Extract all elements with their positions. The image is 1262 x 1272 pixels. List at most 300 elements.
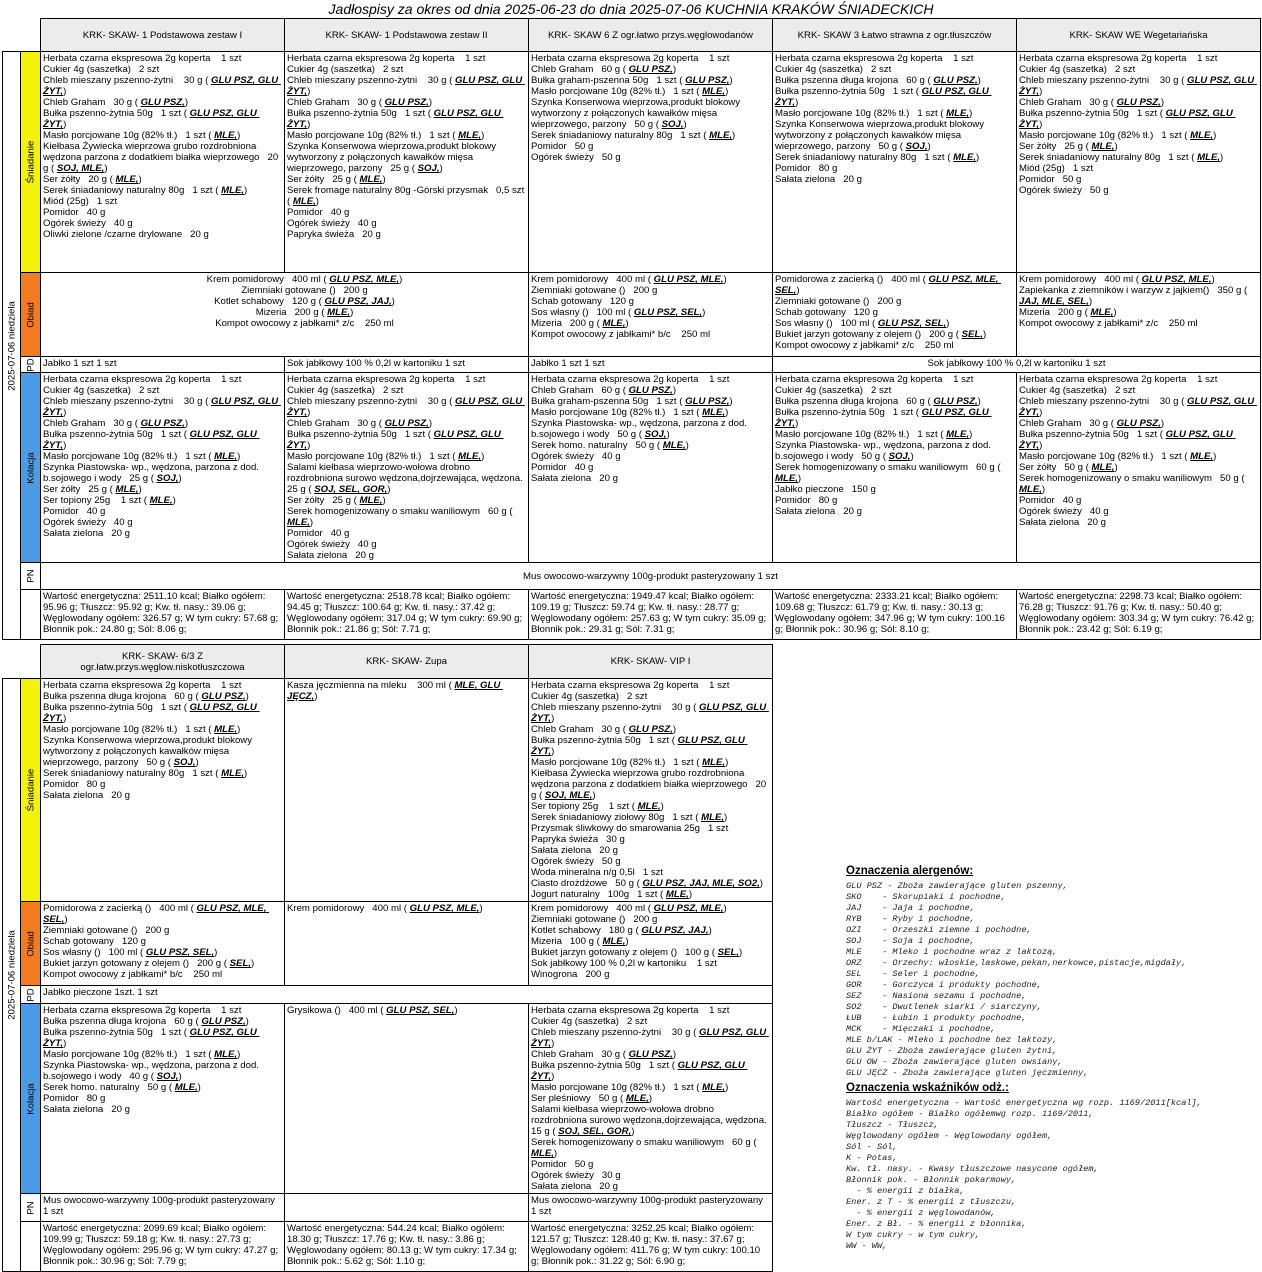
menu-item: Masło porcjowane 10g (82% tł.) 1 szt ( MLE,) <box>43 130 241 141</box>
legend-entry: Błonnik pok. - Błonnik pokarmowy, <box>846 1175 1017 1185</box>
menu-item: Chleb mieszany pszenno-żytni 30 g ( GLU PSZ, GLU ŻYT,) <box>43 75 281 97</box>
allergen-codes: GLU PSZ, <box>140 97 185 108</box>
menu-item: Kasza jęczmienna na mleku 300 ml ( MLE, GLU JĘCZ,) <box>287 680 503 702</box>
allergen-codes: GLU PSZ, GLU ŻYT, <box>531 735 748 757</box>
menu-cell <box>41 1004 285 1194</box>
menu-cell <box>529 1004 773 1194</box>
allergen-codes: GLU PSZ, JAJ, <box>641 925 709 936</box>
allergen-codes: GLU PSZ, MLE, <box>329 274 400 285</box>
menu-cell <box>1017 373 1261 563</box>
allergen-codes: MLE, <box>953 152 977 163</box>
menu-item: Herbata czarna ekspresowa 2g koperta 1 szt <box>43 680 242 691</box>
allergen-codes: MLE, <box>287 517 310 528</box>
legend-entry: GLU JĘCZ - Zboża zawierające gluten jęczmienny, <box>846 1068 1089 1078</box>
menu-item: Herbata czarna ekspresowa 2g koperta 1 szt <box>287 53 486 64</box>
menu-item: Bułka pszenno-żytnia 50g 1 szt ( GLU PSZ, GLU ŻYT,) <box>43 702 260 724</box>
legend <box>846 866 1260 1252</box>
allergen-codes: SOJ, <box>417 163 440 174</box>
allergen-codes: GLU PSZ, <box>628 1049 673 1060</box>
menu-item: Krem pomidorowy 400 ml ( GLU PSZ, MLE,) <box>287 903 483 914</box>
menu-item: Serek homo. naturalny 50 g ( MLE,) <box>43 1082 201 1093</box>
menu-item: Serek śniadaniowy naturalny 80g 1 szt ( MLE,) <box>531 130 736 141</box>
allergen-codes: MLE, <box>221 768 245 779</box>
legend-entry: ORZ - Orzechy: włoskie,laskowe,pekan,nerkowce,pistacje,migdały, <box>846 958 1187 968</box>
allergen-codes: GLU PSZ, <box>201 691 246 702</box>
pd-row <box>3 986 773 1004</box>
menu-item: Zapiekanka z ziemników i warzyw z jajkiem() 350 g ( JAJ, MLE, SEL,) <box>1019 285 1250 307</box>
menu-item: Pomidorowa z zacierką () 400 ml ( GLU PSZ, MLE, SEL,) <box>775 274 1002 296</box>
allergen-codes: GLU PSZ, GLU ŻYT, <box>531 702 769 724</box>
allergen-codes: GLU PSZ, GLU ŻYT, <box>43 429 260 451</box>
diet-header: KRK- SKAW- VIP I <box>529 645 773 679</box>
menu-item: Bułka pszenna długa krojona 60 g ( GLU PSZ,) <box>43 691 249 702</box>
menu-item: Sałata zielona 20 g <box>43 1104 130 1115</box>
menu-item: Bułka pszenna długa krojona 60 g ( GLU PSZ,) <box>43 1016 249 1027</box>
allergen-codes: MLE, <box>458 130 482 141</box>
legend-entry: RYB - Ryby i pochodne, <box>846 914 975 924</box>
menu-item: Herbata czarna ekspresowa 2g koperta 1 szt <box>43 1005 242 1016</box>
allergen-codes: SOJ, <box>644 429 667 440</box>
legend-entry: Kw. tł. nasy. - Kwasy tłuszczowe nasycone ogółem, <box>846 1164 1099 1174</box>
allergen-codes: MLE, <box>602 936 626 947</box>
allergen-codes: SOJ, SEL, GOR, <box>314 484 388 495</box>
menu-item: Herbata czarna ekspresowa 2g koperta 1 szt <box>1019 53 1218 64</box>
legend-entry: W tym cukry - w tym cukry, <box>846 1230 981 1240</box>
allergens-list <box>846 881 1260 1079</box>
menu-item: Ser żółty 25 g ( MLE,) <box>1019 141 1118 152</box>
allergen-codes: SOJ, <box>173 757 196 768</box>
menu-item: Krem pomidorowy 400 ml ( GLU PSZ, MLE,) <box>531 903 727 914</box>
menu-item: Bułka pszenno-żytnia 50g 1 szt ( GLU PSZ, GLU ŻYT,) <box>43 1027 260 1049</box>
menu-item: Sałata zielona 20 g <box>43 528 130 539</box>
menu-cell <box>41 373 285 563</box>
date-cell <box>3 52 21 640</box>
nutrition-cell: Wartość energetyczna: 2333.21 kcal; Białko ogółem: 109.68 g; Tłuszcz: 61.79 g; Kw. tł. nasy.: 30.13 g; Węglowodany ogółem: 347.96 g; W tym cukry: 100.16 g; Błonnik pok.: 30.96 g; Sól: 8.10 g; <box>773 590 1017 640</box>
nutrition-cell: Wartość energetyczna: 2511.10 kcal; Białko ogółem: 95.96 g; Tłuszcz: 95.92 g; Kw. tł. nasy.: 39.06 g; Węglowodany ogółem: 326.57 g; W tym cukry: 57.68 g; Błonnik pok.: 24.80 g; Sól: 8.06 g; <box>41 590 285 640</box>
menu-item: Masło porcjowane 10g (82% tł.) 1 szt ( MLE,) <box>1019 130 1217 141</box>
menu-item: Bułka pszenna długa krojona 60 g ( GLU PSZ,) <box>775 75 981 86</box>
legend-entry: SEZ - Nasiona sezamu i pochodne, <box>846 991 1027 1001</box>
allergen-codes: MLE, <box>665 889 689 900</box>
menu-item: Szynka Konserwowa wieprzowa,produkt blokowy wytworzony z połączonych kawałków mięsa wieprzowego, parzony 50 g ( SOJ,) <box>43 735 255 768</box>
meal-label-sniadanie: Śniadanie <box>21 52 41 273</box>
menu-cell <box>529 679 773 902</box>
allergen-codes: GLU PSZ, SEL, <box>145 947 215 958</box>
allergen-codes: MLE, <box>458 451 482 462</box>
allergen-codes: GLU PSZ, <box>201 1016 246 1027</box>
legend-entry: ŁUB - Łubin i produkty pochodne, <box>846 1013 1027 1023</box>
legend-entry: Ener. z T - % energii z tłuszczu, <box>846 1197 1017 1207</box>
menu-item: Ogórek świeży 50 g <box>531 856 621 867</box>
allergen-codes: MLE, <box>602 318 626 329</box>
menu-item: Bukiet jarzyn gotowany z olejem () 100 g ( SEL,) <box>531 947 743 958</box>
allergen-codes: GLU PSZ, GLU ŻYT, <box>775 86 992 108</box>
allergen-codes: GLU PSZ, GLU ŻYT, <box>775 407 992 429</box>
allergen-codes: GLU PSZ, <box>1116 97 1161 108</box>
legend-entry: GLU PSZ - Zboża zawierające gluten pszenny, <box>846 881 1068 891</box>
menu-item: Pomidor 40 g <box>287 528 350 539</box>
allergen-codes: MLE, <box>701 812 725 823</box>
menu-cell <box>41 273 529 357</box>
nutrition-cell: Wartość energetyczna: 2518.78 kcal; Białko ogółem: 94.45 g; Tłuszcz: 100.64 g; Kw. tł. nasy.: 37.42 g; Węglowodany ogółem: 317.04 g; W tym cukry: 69.90 g; Błonnik pok.: 21.86 g; Sól: 7.71 g; <box>285 590 529 640</box>
menu-item: Chleb Graham 30 g ( GLU PSZ,) <box>287 97 433 108</box>
menu-cell <box>285 373 529 563</box>
menu-item: Masło porcjowane 10g (82% tł.) 1 szt ( MLE,) <box>775 429 973 440</box>
menu-item: Herbata czarna ekspresowa 2g koperta 1 szt <box>287 374 486 385</box>
meal-label-pd: PD <box>21 357 41 373</box>
menu-item: Papryka świeża 30 g <box>531 834 625 845</box>
menu-item: Ser żółty 20 g ( MLE,) <box>43 174 142 185</box>
allergen-codes: MLE, <box>174 1082 198 1093</box>
allergen-codes: GLU PSZ, GLU ŻYT, <box>1019 108 1236 130</box>
menu-table-bottom <box>2 644 773 1272</box>
allergen-codes: MLE, <box>1090 307 1114 318</box>
meal-label-empty <box>21 590 41 640</box>
menu-item: Sałata zielona 20 g <box>531 845 618 856</box>
allergen-codes: MLE, <box>214 1049 238 1060</box>
menu-item: Ogórek świeży 40 g <box>531 451 621 462</box>
menu-item: Sałata zielona 20 g <box>531 473 618 484</box>
menu-item: Sałata zielona 20 g <box>43 790 130 801</box>
nutrition-row <box>3 590 1261 640</box>
menu-item: Ogórek świeży 40 g <box>43 517 133 528</box>
allergen-codes: MLE, <box>359 174 383 185</box>
menu-item: Herbata czarna ekspresowa 2g koperta 1 szt <box>43 53 242 64</box>
allergen-codes: GLU PSZ, <box>933 396 978 407</box>
menu-item: Winogrona 200 g <box>531 969 610 980</box>
menu-item: Mizeria 100 g ( MLE,) <box>531 936 629 947</box>
menu-item: Ziemniaki gotowane () 200 g <box>775 296 902 307</box>
allergen-codes: GLU PSZ, GLU ŻYT, <box>43 1027 260 1049</box>
header-row <box>3 645 773 679</box>
legend-entry: SO2 - Dwutlenek siarki / siarczyny, <box>846 1002 1042 1012</box>
menu-item: Serek fromage naturalny 80g -Górski przysmak 0,5 szt ( MLE,) <box>287 185 527 207</box>
menu-cell <box>41 679 285 902</box>
menu-cell <box>1017 273 1261 357</box>
sniadanie-row <box>3 679 773 902</box>
menu-item: Schab gotowany 120 g <box>43 936 146 947</box>
menu-item: Chleb mieszany pszenno-żytni 30 g ( GLU PSZ, GLU ŻYT,) <box>287 75 525 97</box>
menu-cell: Sok jabłkowy 100 % 0,2l w kartoniku 1 szt <box>773 357 1261 373</box>
menu-item: Mizeria 200 g ( MLE,) <box>255 307 354 318</box>
allergen-codes: MLE, <box>1091 141 1115 152</box>
menu-item: Serek śniadaniowy ziołowy 80g 1 szt ( MLE,) <box>531 812 728 823</box>
menu-item: Szynka Piastowska- wp., wędzona, parzona z dod. b.sojowego i wody 40 g ( SOJ,) <box>43 1060 262 1082</box>
menu-item: Kotlet schabowy 180 g ( GLU PSZ, JAJ,) <box>531 925 712 936</box>
allergen-codes: GLU PSZ, MLE, SEL, <box>43 903 270 925</box>
menu-item: Schab gotowany 120 g <box>531 296 634 307</box>
menu-cell <box>285 902 529 986</box>
allergen-codes: SOJ, MLE, <box>544 790 593 801</box>
allergen-codes: SOJ, <box>661 119 684 130</box>
diet-header: KRK- SKAW- 1 Podstawowa zestaw II <box>285 19 529 52</box>
legend-entry: K - Potas, <box>846 1153 898 1163</box>
menu-item: Chleb Graham 30 g ( GLU PSZ,) <box>1019 97 1165 108</box>
allergen-codes: GLU PSZ, <box>628 385 673 396</box>
allergen-codes: SOJ, <box>156 1071 179 1082</box>
allergen-codes: MLE, <box>531 1148 554 1159</box>
menu-item: Masło porcjowane 10g (82% tł.) 1 szt ( MLE,) <box>531 1082 729 1093</box>
diet-header: KRK- SKAW WE Wegetariańska <box>1017 19 1261 52</box>
menu-item: Bułka pszenno-żytnia 50g 1 szt ( GLU PSZ, GLU ŻYT,) <box>287 429 504 451</box>
menu-item: Serek homo. naturalny 50 g ( MLE,) <box>531 440 689 451</box>
menu-item: Ziemniaki gotowane () 200 g <box>43 925 170 936</box>
menu-item: Mizeria 200 g ( MLE,) <box>531 318 629 329</box>
menu-item: Chleb Graham 30 g ( GLU PSZ,) <box>287 418 433 429</box>
allergen-codes: GLU PSZ, GLU ŻYT, <box>287 75 525 97</box>
diet-header: KRK- SKAW- Zupa <box>285 645 529 679</box>
menu-item: Serek homogenizowany o smaku waniliowym 60 g ( MLE,) <box>287 506 516 528</box>
allergen-codes: MLE, <box>625 1093 649 1104</box>
menu-item: Sos własny () 100 ml ( GLU PSZ, SEL,) <box>775 318 950 329</box>
menu-item: Herbata czarna ekspresowa 2g koperta 1 szt <box>1019 374 1218 385</box>
menu-item: Masło porcjowane 10g (82% tł.) 1 szt ( MLE,) <box>1019 451 1217 462</box>
allergen-codes: MLE, <box>1197 152 1221 163</box>
allergen-codes: SEL, <box>229 958 251 969</box>
allergen-codes: GLU PSZ, GLU ŻYT, <box>1019 75 1257 97</box>
menu-item: Herbata czarna ekspresowa 2g koperta 1 szt <box>775 374 974 385</box>
menu-item: Kompot owocowy z jabłkami* z/c 250 ml <box>1019 318 1198 329</box>
menu-item: Kompot owocowy z jabłkami* b/c 250 ml <box>531 329 711 340</box>
legend-entry: MCK - Mięczaki i pochodne, <box>846 1024 996 1034</box>
header-row <box>3 19 1261 52</box>
menu-item: Kiełbasa Żywiecka wieprzowa grubo rozdrobniona wędzona parzona z dodatkiem białka wieprzowego 20 g ( SOJ, MLE,) <box>43 141 281 174</box>
menu-item: Ogórek świeży 30 g <box>531 1170 621 1181</box>
legend-entry: JAJ - Jaja i pochodne, <box>846 903 975 913</box>
menu-cell: Sok jabłkowy 100 % 0,2l w kartoniku 1 szt <box>285 357 529 373</box>
menu-item: Bukiet jarzyn gotowany z olejem () 200 g ( SEL,) <box>775 329 987 340</box>
menu-item: Masło porcjowane 10g (82% tł.) 1 szt ( MLE,) <box>287 130 485 141</box>
menu-item: Ogórek świeży 40 g <box>43 218 133 229</box>
menu-item: Chleb mieszany pszenno-żytni 30 g ( GLU PSZ, GLU ŻYT,) <box>1019 396 1257 418</box>
legend-entry: - % energii z węglowodanów, <box>846 1208 996 1218</box>
indicators-list <box>846 1098 1260 1252</box>
allergen-codes: MLE, <box>292 196 316 207</box>
menu-item: Ser żółty 50 g ( MLE,) <box>1019 462 1118 473</box>
nutrition-cell: Wartość energetyczna: 1949.47 kcal; Białko ogółem: 109.19 g; Tłuszcz: 59.74 g; Kw. tł. nasy.: 28.77 g; Węglowodany ogółem: 257.63 g; W tym cukry: 35.09 g; Błonnik pok.: 29.31 g; Sól: 7.31 g; <box>529 590 773 640</box>
menu-item: Cukier 4g (saszetka) 2 szt <box>287 385 404 396</box>
allergen-codes: GLU PSZ, GLU ŻYT, <box>43 108 260 130</box>
menu-item: Krem pomidorowy 400 ml ( GLU PSZ, MLE,) <box>531 274 727 285</box>
allergen-codes: MLE, <box>709 130 733 141</box>
menu-item: Masło porcjowane 10g (82% tł.) 1 szt ( MLE,) <box>43 1049 241 1060</box>
meal-label-pn: PN <box>21 563 41 590</box>
allergen-codes: MLE, GLU JĘCZ, <box>287 680 503 702</box>
date-cell <box>3 679 21 1272</box>
menu-item: Bułka pszenno-żytnia 50g 1 szt ( GLU PSZ, GLU ŻYT,) <box>775 86 992 108</box>
menu-item: Ciasto drożdżowe 50 g ( GLU PSZ, JAJ, MLE, SO2,) <box>531 878 763 889</box>
nutrition-cell: Wartość energetyczna: 2099.69 kcal; Białko ogółem: 109.99 g; Tłuszcz: 59.18 g; Kw. tł. nasy.: 27.73 g; Węglowodany ogółem: 295.96 g; W tym cukry: 47.27 g; Błonnik pok.: 30.96 g; Sól: 7.79 g; <box>41 1222 285 1272</box>
menu-item: Chleb mieszany pszenno-żytni 30 g ( GLU PSZ, GLU ŻYT,) <box>531 702 769 724</box>
menu-item: Serek homogenizowany o smaku waniliowym 50 g ( MLE,) <box>1019 473 1248 495</box>
obiad-row <box>3 273 1261 357</box>
menu-item: Pomidor 80 g <box>775 495 838 506</box>
allergen-codes: MLE, <box>214 724 238 735</box>
menu-cell <box>1017 52 1261 273</box>
menu-item: Herbata czarna ekspresowa 2g koperta 1 szt <box>531 680 730 691</box>
allergen-codes: GLU PSZ, <box>685 396 730 407</box>
menu-item: Cukier 4g (saszetka) 2 szt <box>1019 385 1136 396</box>
menu-item: Chleb Graham 60 g ( GLU PSZ,) <box>531 385 677 396</box>
allergens-title: Oznaczenia alergenów: <box>846 865 974 877</box>
allergen-codes: GLU PSZ, GLU ŻYT, <box>531 1027 769 1049</box>
menu-item: Sok jabłkowy 100 % 0,2l w kartoniku 1 szt <box>531 958 718 969</box>
menu-item: Serek śniadaniowy naturalny 80g 1 szt ( MLE,) <box>43 768 248 779</box>
menu-item: Bułka pszenna długa krojona 60 g ( GLU PSZ,) <box>775 396 981 407</box>
menu-item: Cukier 4g (saszetka) 2 szt <box>43 385 160 396</box>
meal-label-kolacja: Kolacja <box>21 373 41 563</box>
menu-cell <box>529 902 773 986</box>
menu-item: Pomidorowa z zacierką () 400 ml ( GLU PSZ, MLE, SEL,) <box>43 903 270 925</box>
legend-entry: SEL - Seler i pochodne, <box>846 969 981 979</box>
legend-entry: GLU OW - Zboża zawierające gluten owsiany, <box>846 1057 1063 1067</box>
menu-item: Grysikowa () 400 ml ( GLU PSZ, SEL,) <box>287 1005 458 1016</box>
menu-item: Bułka pszenno-żytnia 50g 1 szt ( GLU PSZ, GLU ŻYT,) <box>531 735 748 757</box>
menu-item: Kompot owocowy z jabłkami* b/c 250 ml <box>43 969 223 980</box>
menu-item: Masło porcjowane 10g (82% tł.) 1 szt ( MLE,) <box>531 407 729 418</box>
legend-entry: GOR - Gorczyca i produkty pochodne, <box>846 980 1042 990</box>
menu-item: Chleb Graham 30 g ( GLU PSZ,) <box>43 418 189 429</box>
menu-item: Bułka pszenno-żytnia 50g 1 szt ( GLU PSZ, GLU ŻYT,) <box>287 108 504 130</box>
meal-label-pd: PD <box>21 986 41 1004</box>
allergen-codes: MLE, <box>327 307 351 318</box>
diet-header: KRK- SKAW 3 Łatwo strawna z ogr.tłuszczów <box>773 19 1017 52</box>
legend-entry: OZI - Orzeszki ziemne i pochodne, <box>846 925 1032 935</box>
menu-table-top <box>2 18 1261 640</box>
menu-item: Sałata zielona 20 g <box>531 1181 618 1192</box>
diet-header: KRK- SKAW- 1 Podstawowa zestaw I <box>41 19 285 52</box>
allergen-codes: GLU PSZ, GLU ŻYT, <box>43 75 281 97</box>
menu-item: Ser pleśniowy 50 g ( MLE,) <box>531 1093 653 1104</box>
allergen-codes: GLU PSZ, MLE, <box>653 903 724 914</box>
meal-label-kolacja: Kolacja <box>21 1004 41 1194</box>
allergen-codes: SOJ, SEL, GOR, <box>558 1126 632 1137</box>
allergen-codes: GLU PSZ, GLU ŻYT, <box>43 702 260 724</box>
menu-item: Herbata czarna ekspresowa 2g koperta 1 szt <box>775 53 974 64</box>
menu-item: Ziemniaki gotowane () 200 g <box>531 914 658 925</box>
menu-item: Miód (25g) 1 szt <box>43 196 118 207</box>
legend-entry: Białko ogółem - Białko ogółemwg rozp. 1169/2011, <box>846 1109 1094 1119</box>
allergen-codes: SOJ, <box>156 473 179 484</box>
menu-item: Masło porcjowane 10g (82% tł.) 1 szt ( MLE,) <box>531 757 729 768</box>
legend-entry: SOJ - Soja i pochodne, <box>846 936 975 946</box>
menu-item: Serek homogenizowany o smaku waniliowym 60 g ( MLE,) <box>531 1137 760 1159</box>
legend-entry: Ener. z Bł. - % energii z błonnika, <box>846 1219 1027 1229</box>
menu-item: Krem pomidorowy 400 ml ( GLU PSZ, MLE,) <box>206 274 403 285</box>
meal-label-empty <box>21 1222 41 1272</box>
menu-item: Cukier 4g (saszetka) 2 szt <box>775 385 892 396</box>
meal-label-obiad: Obiad <box>21 902 41 986</box>
allergen-codes: MLE, <box>946 108 970 119</box>
legend-entry: MLE b/LAK - Mleko i pochodne bez laktozy, <box>846 1035 1058 1045</box>
menu-item: Ogórek świeży 40 g <box>1019 506 1109 517</box>
menu-item: Bułka graham-pszenna 50g 1 szt ( GLU PSZ,) <box>531 396 733 407</box>
allergen-codes: GLU PSZ, <box>140 418 185 429</box>
menu-item: Pomidor 80 g <box>43 779 106 790</box>
menu-item: Pomidor 50 g <box>531 141 594 152</box>
menu-item: Ser topiony 25g 1 szt ( MLE,) <box>43 495 176 506</box>
menu-cell: Jabłko 1 szt 1 szt <box>529 357 773 373</box>
menu-item: Masło porcjowane 10g (82% tł.) 1 szt ( MLE,) <box>43 724 241 735</box>
menu-item: Serek śniadaniowy naturalny 80g 1 szt ( MLE,) <box>1019 152 1224 163</box>
menu-item: Ser żółty 25 g ( MLE,) <box>287 174 386 185</box>
menu-item: Chleb Graham 30 g ( GLU PSZ,) <box>531 724 677 735</box>
menu-item: Chleb Graham 30 g ( GLU PSZ,) <box>531 1049 677 1060</box>
meal-label-pn: PN <box>21 1194 41 1222</box>
menu-item: Chleb mieszany pszenno-żytni 30 g ( GLU PSZ, GLU ŻYT,) <box>43 396 281 418</box>
menu-item: Bułka graham-pszenna 50g 1 szt ( GLU PSZ,) <box>531 75 733 86</box>
allergen-codes: GLU PSZ, JAJ, <box>324 296 392 307</box>
menu-item: Bułka pszenno-żytnia 50g 1 szt ( GLU PSZ, GLU ŻYT,) <box>775 407 992 429</box>
menu-item: Bułka pszenno-żytnia 50g 1 szt ( GLU PSZ, GLU ŻYT,) <box>43 429 260 451</box>
menu-item: Szynka Konserwowa wieprzowa,produkt blokowy wytworzony z połączonych kawałków mięsa wieprzowego, parzony 25 g ( SOJ,) <box>287 141 499 174</box>
allergen-codes: GLU PSZ, GLU ŻYT, <box>287 108 504 130</box>
menu-item: Cukier 4g (saszetka) 2 szt <box>531 1016 648 1027</box>
menu-item: Ogórek świeży 50 g <box>531 152 621 163</box>
legend-entry: MLE - Mleko i pochodne wraz z laktozą, <box>846 947 1058 957</box>
nutrition-cell: Wartość energetyczna: 544.24 kcal; Białko ogółem: 18.30 g; Tłuszcz: 17.76 g; Kw. tł. nasy.: 3.86 g; Węglowodany ogółem: 80.13 g; W tym cukry: 17.34 g; Błonnik pok.: 5.62 g; Sól: 1.10 g; <box>285 1222 529 1272</box>
allergen-codes: GLU PSZ, <box>628 64 673 75</box>
menu-cell <box>529 273 773 357</box>
meal-label-obiad: Obiad <box>21 273 41 357</box>
allergen-codes: MLE, <box>214 130 238 141</box>
allergen-codes: MLE, <box>115 484 139 495</box>
allergen-codes: MLE, <box>1091 462 1115 473</box>
menu-item: Pomidor 40 g <box>1019 495 1082 506</box>
allergen-codes: SEL, <box>717 947 739 958</box>
menu-item: Szynka Konserwowa wieprzowa,produkt blokowy wytworzony z połączonych kawałków mięsa wieprzowego, parzony 50 g ( SOJ,) <box>775 119 987 152</box>
allergen-codes: GLU PSZ, MLE, <box>653 274 724 285</box>
menu-item: Sos własny () 100 ml ( GLU PSZ, SEL,) <box>531 307 706 318</box>
menu-item: Chleb Graham 30 g ( GLU PSZ,) <box>43 97 189 108</box>
menu-item: Sałata zielona 20 g <box>287 550 374 561</box>
menu-item: Bułka pszenno-żytnia 50g 1 szt ( GLU PSZ, GLU ŻYT,) <box>43 108 260 130</box>
allergen-codes: GLU PSZ, GLU ŻYT, <box>43 396 281 418</box>
menu-item: Kompot owocowy z jabłkami* z/c 250 ml <box>215 318 394 329</box>
menu-item: Chleb Graham 30 g ( GLU PSZ,) <box>1019 418 1165 429</box>
allergen-codes: MLE, <box>221 185 245 196</box>
menu-item: Szynka Piastowska- wp., wędzona, parzona z dod. b.sojowego i wody 50 g ( SOJ,) <box>775 440 994 462</box>
menu-item: Pomidor 40 g <box>43 506 106 517</box>
menu-item: Ser żółty 25 g ( MLE,) <box>287 495 386 506</box>
menu-item: Sałata zielona 20 g <box>775 506 862 517</box>
diet-header: KRK- SKAW- 6/3 Z ogr.łatw.przys.węglow.niskotłuszczowa <box>41 645 285 679</box>
allergen-codes: MLE, <box>775 473 798 484</box>
menu-item: Herbata czarna ekspresowa 2g koperta 1 szt <box>531 374 730 385</box>
page-title: Jadłospisy za okres od dnia 2025-06-23 do dnia 2025-07-06 KUCHNIA KRAKÓW ŚNIADECKICH <box>328 1 934 17</box>
allergen-codes: MLE, <box>702 1082 726 1093</box>
indicators-title: Oznaczenia wskaźników odż.: <box>846 1082 1009 1094</box>
menu-item: Pomidor 40 g <box>43 207 106 218</box>
menu-cell <box>773 273 1017 357</box>
menu-item: Masło porcjowane 10g (82% tł.) 1 szt ( MLE,) <box>531 86 729 97</box>
allergen-codes: GLU PSZ, <box>384 418 429 429</box>
menu-item: Oliwki zielone /czarne drylowane 20 g <box>43 229 209 240</box>
menu-item: Jabłko pieczone 150 g <box>775 484 876 495</box>
allergen-codes: MLE, <box>662 440 686 451</box>
allergen-codes: GLU PSZ, GLU ŻYT, <box>531 1060 748 1082</box>
allergen-codes: MLE, <box>1019 484 1042 495</box>
menu-item: Salami kiełbasa wieprzowo-wołowa drobno rozdrobniona surowo wędzona,dojrzewająca, wędzona. 15 g ( SOJ, SEL, GOR,) <box>531 1104 775 1137</box>
allergen-codes: MLE, <box>1190 130 1214 141</box>
allergen-codes: GLU PSZ, <box>1116 418 1161 429</box>
menu-cell <box>773 52 1017 273</box>
menu-cell <box>285 1004 529 1194</box>
menu-item: Cukier 4g (saszetka) 2 szt <box>43 64 160 75</box>
allergen-codes: JAJ, MLE, SEL, <box>1019 296 1089 307</box>
allergen-codes: GLU PSZ, MLE, <box>409 903 480 914</box>
menu-item: Pomidor 80 g <box>775 163 838 174</box>
